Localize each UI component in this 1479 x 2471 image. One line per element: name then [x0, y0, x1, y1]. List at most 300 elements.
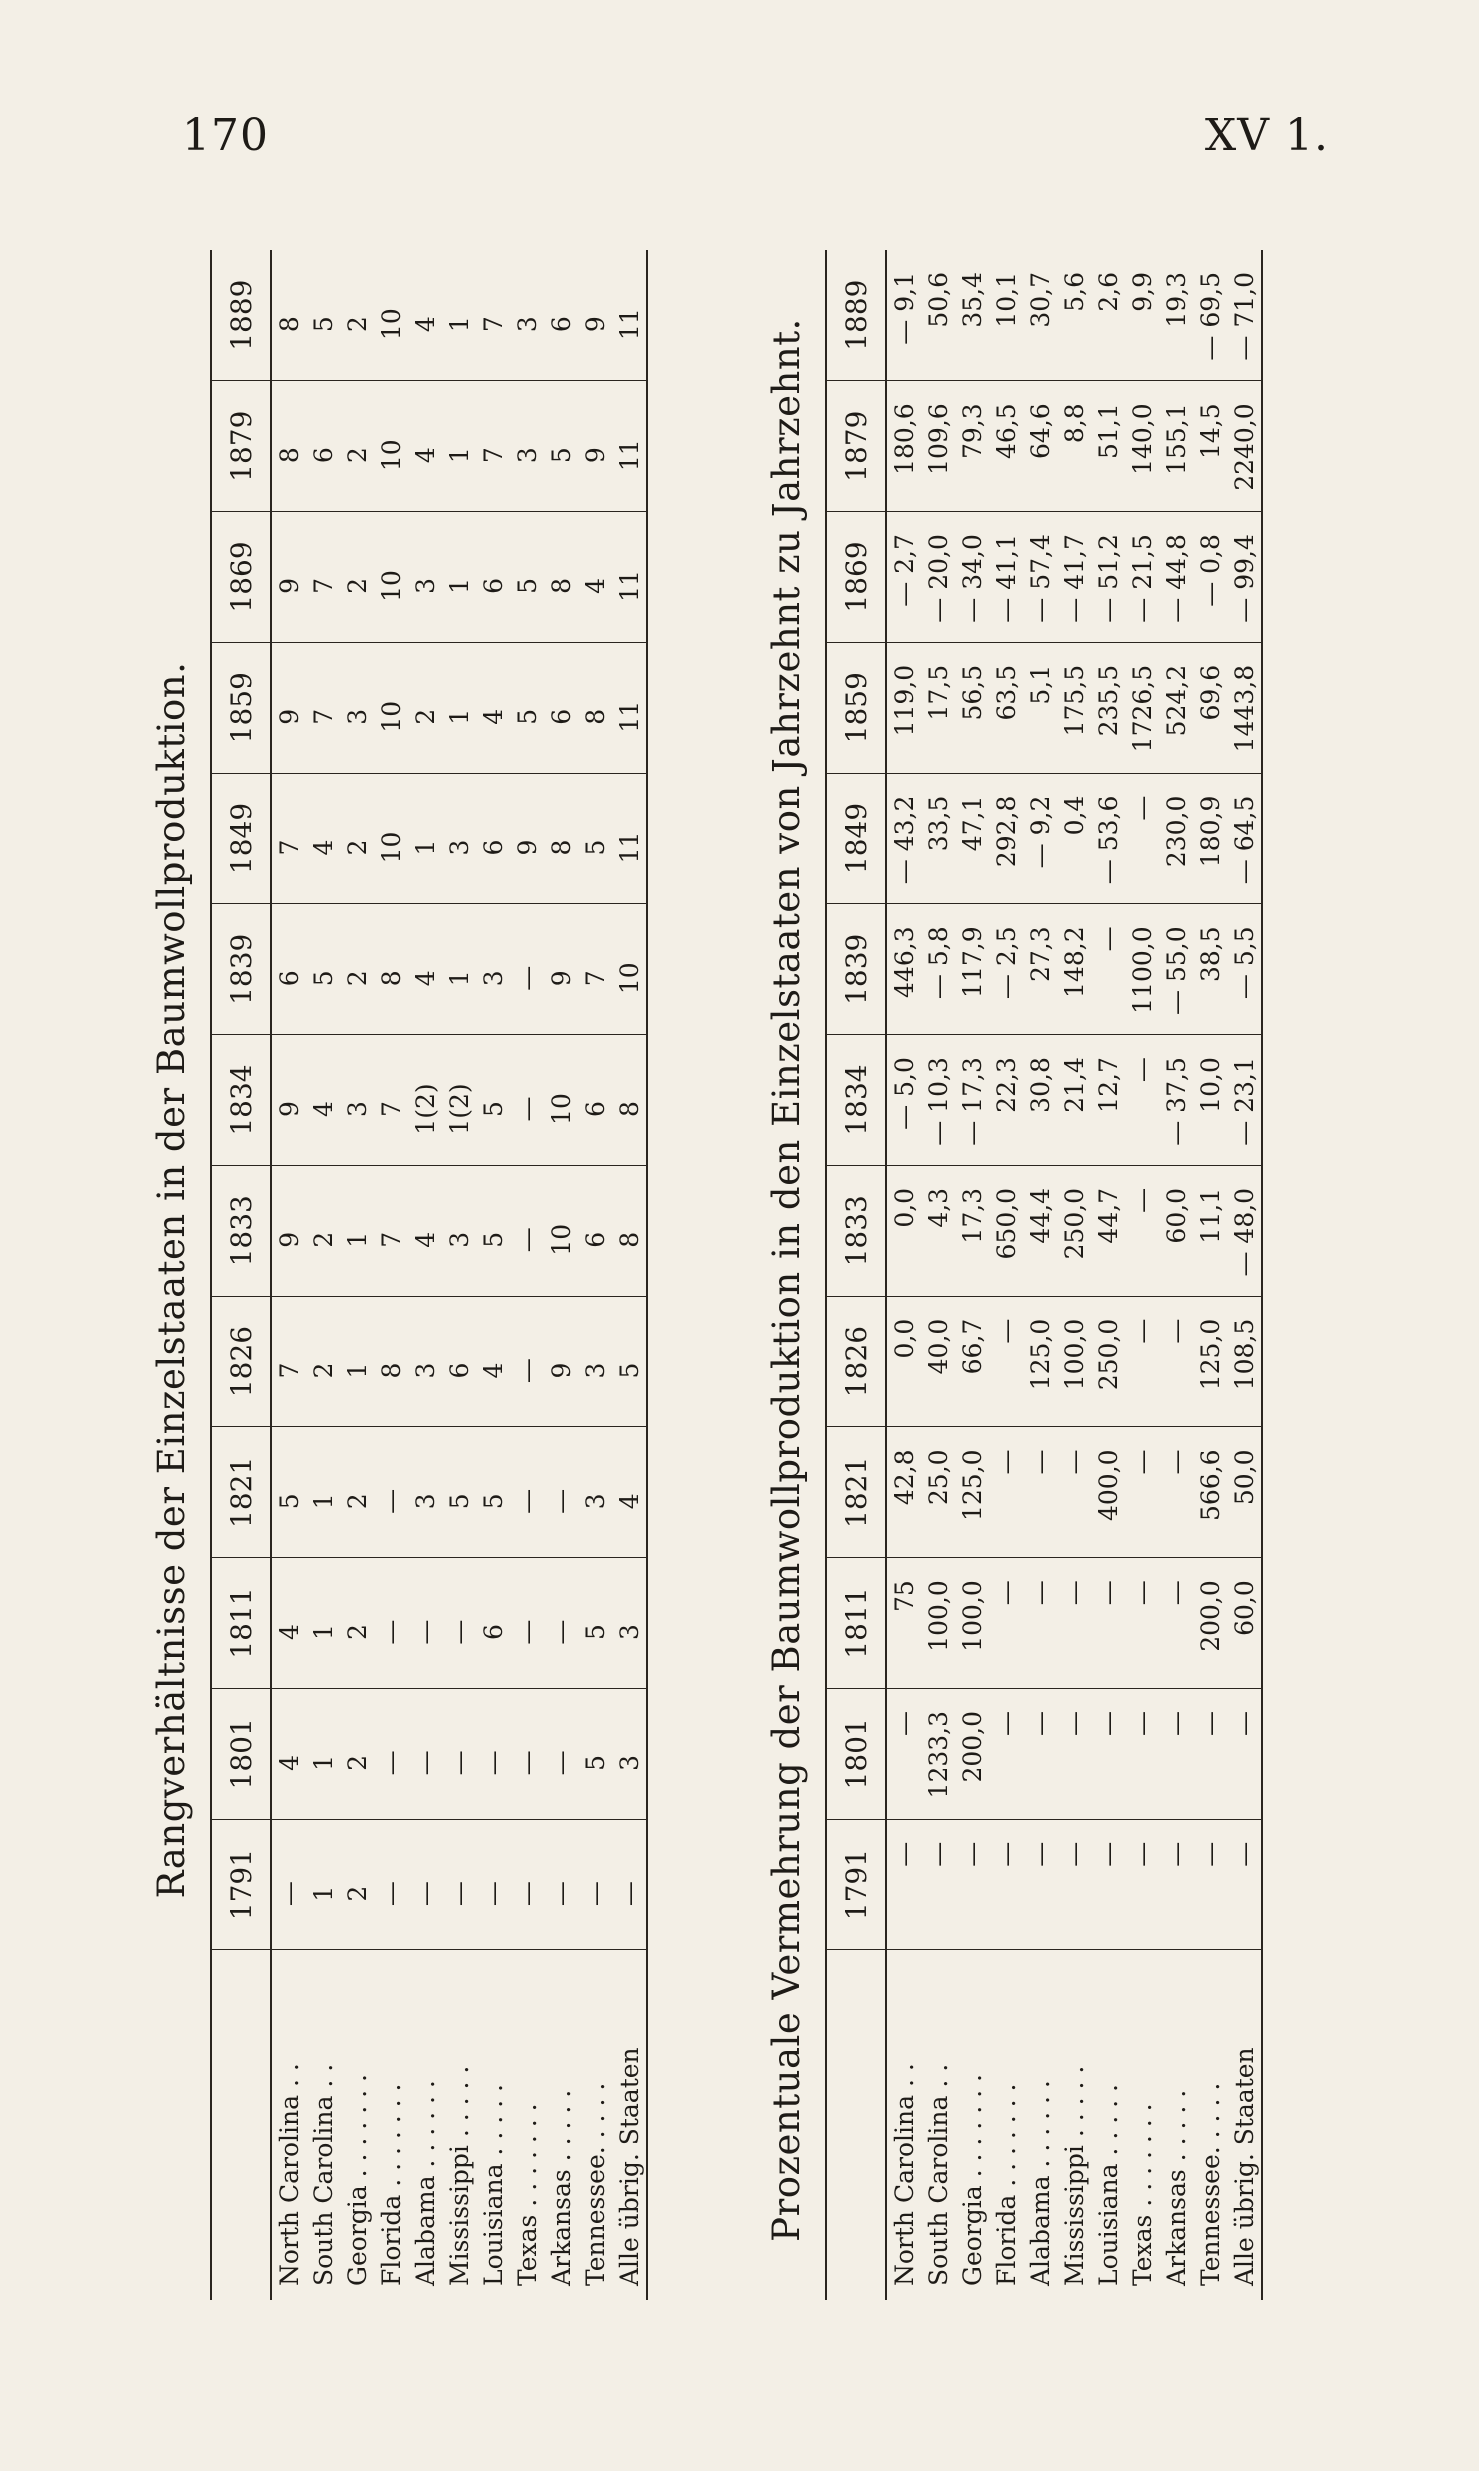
- table-row: [340, 250, 374, 2300]
- table-cell: 1: [306, 1427, 340, 1558]
- table-cell: —: [408, 1558, 442, 1689]
- table-cell: 7: [271, 773, 306, 904]
- table-cell: 5: [578, 1688, 612, 1819]
- header-state-cell: [211, 1950, 271, 2300]
- table-cell: —: [1125, 1296, 1159, 1427]
- table-cell: 9: [544, 1296, 578, 1427]
- table-row: [1159, 250, 1193, 2300]
- table-cell: 9: [510, 773, 544, 904]
- state-name: Arkansas . . . . .: [546, 2089, 576, 2286]
- growth-table: [825, 250, 1263, 2300]
- year-header: 1826: [211, 1296, 271, 1427]
- table-row: [1227, 250, 1262, 2300]
- table-cell: 11: [612, 381, 647, 512]
- table-cell: —: [1159, 1296, 1193, 1427]
- table-cell: —: [989, 1688, 1023, 1819]
- table-cell: — 43,2: [886, 773, 921, 904]
- table-cell: —: [1193, 1819, 1227, 1950]
- table-cell: 69,6: [1193, 642, 1227, 773]
- year-header: 1834: [211, 1035, 271, 1166]
- table-cell: — 10,3: [921, 1035, 955, 1166]
- table-cell: 117,9: [955, 904, 989, 1035]
- table-cell: 10,0: [1193, 1035, 1227, 1166]
- table-cell: 10,1: [989, 250, 1023, 381]
- table-cell: —: [408, 1819, 442, 1950]
- rank-table: [210, 250, 648, 2300]
- table-cell: 7: [306, 642, 340, 773]
- table-cell: — 9,1: [886, 250, 921, 381]
- table-cell: —: [544, 1819, 578, 1950]
- state-name: Louisiana . . . . .: [478, 2084, 508, 2286]
- table-cell: 2: [340, 904, 374, 1035]
- table-cell: 51,1: [1091, 381, 1125, 512]
- table-cell: 5: [578, 773, 612, 904]
- table-cell: —: [510, 904, 544, 1035]
- table-cell: — 53,6: [1091, 773, 1125, 904]
- table-cell: —: [886, 1688, 921, 1819]
- table-cell: 30,7: [1023, 250, 1057, 381]
- table-cell: 11: [612, 250, 647, 381]
- table-cell: 17,3: [955, 1165, 989, 1296]
- table-cell: 6: [476, 1558, 510, 1689]
- table-cell: —: [1159, 1688, 1193, 1819]
- table-cell: —: [1227, 1819, 1262, 1950]
- table-cell: 524,2: [1159, 642, 1193, 773]
- table-cell: 11: [612, 773, 647, 904]
- table-cell: — 21,5: [1125, 512, 1159, 643]
- state-name: Alabama . . . . . .: [410, 2080, 440, 2286]
- table-cell: 3: [408, 512, 442, 643]
- table-cell: 47,1: [955, 773, 989, 904]
- state-name: Texas . . . . . . .: [512, 2103, 542, 2286]
- table-cell: —: [544, 1427, 578, 1558]
- table-cell: 11,1: [1193, 1165, 1227, 1296]
- table-cell: 8: [271, 381, 306, 512]
- table-cell: 1: [340, 1165, 374, 1296]
- table-cell: 0,4: [1057, 773, 1091, 904]
- table-row: [1091, 250, 1125, 2300]
- table-cell: 8: [271, 250, 306, 381]
- table-cell: 108,5: [1227, 1296, 1262, 1427]
- table-cell: —: [510, 1688, 544, 1819]
- table-cell: 9: [544, 904, 578, 1035]
- table-cell: 33,5: [921, 773, 955, 904]
- table-cell: 5: [306, 250, 340, 381]
- state-name: Tennessee. . . . .: [580, 2082, 610, 2286]
- table-cell: 8: [374, 1296, 408, 1427]
- table-cell: 7: [578, 904, 612, 1035]
- table-cell: 1: [442, 642, 476, 773]
- table-cell: 7: [374, 1035, 408, 1166]
- table-cell: 7: [476, 250, 510, 381]
- table-cell: 230,0: [1159, 773, 1193, 904]
- table-cell: 3: [340, 1035, 374, 1166]
- table-cell: 2: [340, 773, 374, 904]
- table-cell: 30,8: [1023, 1035, 1057, 1166]
- table-cell: —: [442, 1819, 476, 1950]
- table-cell: 5: [544, 381, 578, 512]
- table-cell: 100,0: [921, 1558, 955, 1689]
- table-cell: —: [612, 1819, 647, 1950]
- table-cell: 9: [578, 250, 612, 381]
- table-cell: 125,0: [1193, 1296, 1227, 1427]
- year-header: 1859: [826, 642, 886, 773]
- year-header: 1791: [826, 1819, 886, 1950]
- table-cell: — 5,8: [921, 904, 955, 1035]
- table-cell: 6: [544, 642, 578, 773]
- year-header: 1889: [211, 250, 271, 381]
- table-cell: 446,3: [886, 904, 921, 1035]
- table-cell: 566,6: [1193, 1427, 1227, 1558]
- table-cell: 3: [476, 904, 510, 1035]
- table-cell: —: [1125, 1165, 1159, 1296]
- state-name: South Carolina . .: [308, 2063, 338, 2286]
- year-header: 1791: [211, 1819, 271, 1950]
- table-cell: —: [1125, 1035, 1159, 1166]
- table-cell: 5: [306, 904, 340, 1035]
- table-cell: —: [442, 1558, 476, 1689]
- table-cell: 35,4: [955, 250, 989, 381]
- table-cell: — 99,4: [1227, 512, 1262, 643]
- table-cell: 79,3: [955, 381, 989, 512]
- table-cell: 6: [578, 1165, 612, 1296]
- state-name: Tennessee. . . . .: [1195, 2082, 1225, 2286]
- table-cell: 2: [408, 642, 442, 773]
- table-cell: 5: [612, 1296, 647, 1427]
- state-name: Mississippi . . . . .: [1059, 2065, 1089, 2286]
- table-cell: —: [989, 1819, 1023, 1950]
- table-cell: 4: [476, 1296, 510, 1427]
- table-cell: 100,0: [955, 1558, 989, 1689]
- table-cell: —: [510, 1427, 544, 1558]
- table-cell: 200,0: [1193, 1558, 1227, 1689]
- table-cell: 9: [578, 381, 612, 512]
- table-cell: — 17,3: [955, 1035, 989, 1166]
- table-cell: —: [1091, 1819, 1125, 1950]
- year-header: 1849: [826, 773, 886, 904]
- year-header: 1879: [211, 381, 271, 512]
- rotated-tables: [140, 200, 1350, 2360]
- table-cell: — 55,0: [1159, 904, 1193, 1035]
- section-label: XV 1.: [1204, 110, 1329, 161]
- table-cell: 3: [442, 773, 476, 904]
- table-cell: —: [1125, 1819, 1159, 1950]
- table-cell: 3: [510, 381, 544, 512]
- table-row: [544, 250, 578, 2300]
- table-cell: 10: [374, 642, 408, 773]
- table-cell: 0,0: [886, 1165, 921, 1296]
- table-row: [408, 250, 442, 2300]
- table-cell: 1100,0: [1125, 904, 1159, 1035]
- year-header: 1834: [826, 1035, 886, 1166]
- table-row: [271, 250, 306, 2300]
- table-cell: 75: [886, 1558, 921, 1689]
- table-cell: 4: [408, 381, 442, 512]
- table-cell: 1: [306, 1688, 340, 1819]
- table-cell: 12,7: [1091, 1035, 1125, 1166]
- table-cell: 125,0: [1023, 1296, 1057, 1427]
- table-cell: — 48,0: [1227, 1165, 1262, 1296]
- table-cell: — 23,1: [1227, 1035, 1262, 1166]
- table-cell: 8: [544, 512, 578, 643]
- table-cell: 5: [476, 1165, 510, 1296]
- table-cell: 180,6: [886, 381, 921, 512]
- table-cell: —: [271, 1819, 306, 1950]
- year-header: 1801: [211, 1688, 271, 1819]
- table-cell: 4: [408, 1165, 442, 1296]
- table-cell: —: [442, 1688, 476, 1819]
- table-cell: 155,1: [1159, 381, 1193, 512]
- table-cell: 9,9: [1125, 250, 1159, 381]
- table-cell: 5: [476, 1035, 510, 1166]
- table-cell: —: [510, 1819, 544, 1950]
- table-cell: 4: [271, 1558, 306, 1689]
- table-cell: 3: [612, 1688, 647, 1819]
- table-cell: 4,3: [921, 1165, 955, 1296]
- table-cell: 1: [442, 512, 476, 643]
- table-row: [955, 250, 989, 2300]
- table-row: [1193, 250, 1227, 2300]
- table-cell: —: [989, 1296, 1023, 1427]
- table-cell: —: [544, 1688, 578, 1819]
- table-cell: 60,0: [1227, 1558, 1262, 1689]
- table-cell: 4: [476, 642, 510, 773]
- table-cell: —: [1227, 1688, 1262, 1819]
- table-cell: 119,0: [886, 642, 921, 773]
- table-cell: — 57,4: [1023, 512, 1057, 643]
- table-header-row: [826, 250, 886, 2300]
- table-cell: —: [1057, 1558, 1091, 1689]
- state-name: Alabama . . . . . .: [1025, 2080, 1055, 2286]
- year-header: 1821: [211, 1427, 271, 1558]
- state-name: Georgia . . . . . . .: [957, 2074, 987, 2286]
- table-cell: 7: [374, 1165, 408, 1296]
- table-cell: 7: [306, 512, 340, 643]
- table-cell: 11: [612, 642, 647, 773]
- table-cell: 22,3: [989, 1035, 1023, 1166]
- table-cell: 140,0: [1125, 381, 1159, 512]
- table-header-row: [211, 250, 271, 2300]
- table-cell: —: [374, 1558, 408, 1689]
- table-cell: 4: [408, 904, 442, 1035]
- year-header: 1839: [826, 904, 886, 1035]
- table-cell: 6: [442, 1296, 476, 1427]
- table-cell: 3: [510, 250, 544, 381]
- state-name: Alle übrig. Staaten: [612, 1950, 647, 2300]
- table-cell: 3: [612, 1558, 647, 1689]
- table-row: [1057, 250, 1091, 2300]
- table-cell: 3: [340, 642, 374, 773]
- table-cell: —: [1091, 1558, 1125, 1689]
- table-cell: — 71,0: [1227, 250, 1262, 381]
- table-cell: —: [1125, 1688, 1159, 1819]
- state-name: Arkansas . . . . .: [1161, 2089, 1191, 2286]
- table-cell: 200,0: [955, 1688, 989, 1819]
- table-cell: —: [1023, 1427, 1057, 1558]
- table-cell: 292,8: [989, 773, 1023, 904]
- table-cell: 5: [510, 512, 544, 643]
- table-cell: 64,6: [1023, 381, 1057, 512]
- table-cell: 250,0: [1057, 1165, 1091, 1296]
- table-cell: 56,5: [955, 642, 989, 773]
- table-cell: 1: [306, 1558, 340, 1689]
- table-cell: 10: [374, 512, 408, 643]
- state-name: Georgia . . . . . . .: [342, 2074, 372, 2286]
- table-cell: 5,1: [1023, 642, 1057, 773]
- table-cell: — 0,8: [1193, 512, 1227, 643]
- table2-title: Prozentuale Vermehrung der Baumwollproduktion in den Einzelstaaten von Jahrzehnt zu Jahrzehnt.: [765, 318, 808, 2242]
- table-cell: 2: [340, 1819, 374, 1950]
- table-cell: 9: [271, 1035, 306, 1166]
- table-cell: 5: [442, 1427, 476, 1558]
- year-header: 1833: [211, 1165, 271, 1296]
- table-cell: 235,5: [1091, 642, 1125, 773]
- table-cell: 2,6: [1091, 250, 1125, 381]
- table-cell: 6: [544, 250, 578, 381]
- table-cell: —: [1023, 1688, 1057, 1819]
- table-cell: 250,0: [1091, 1296, 1125, 1427]
- state-name: Texas . . . . . . .: [1127, 2103, 1157, 2286]
- table-cell: — 37,5: [1159, 1035, 1193, 1166]
- table-cell: —: [476, 1819, 510, 1950]
- table-cell: —: [510, 1035, 544, 1166]
- year-header: 1811: [211, 1558, 271, 1689]
- table-cell: 40,0: [921, 1296, 955, 1427]
- table-cell: 8: [578, 642, 612, 773]
- table-cell: 2: [340, 381, 374, 512]
- table-row: [510, 250, 544, 2300]
- table-row: [476, 250, 510, 2300]
- table-row: [374, 250, 408, 2300]
- table-cell: 1443,8: [1227, 642, 1262, 773]
- table-cell: 1(2): [442, 1035, 476, 1166]
- table-cell: — 44,8: [1159, 512, 1193, 643]
- table-cell: 2: [340, 512, 374, 643]
- table-cell: 17,5: [921, 642, 955, 773]
- state-name: North Carolina . .: [889, 2063, 919, 2286]
- table-cell: 5: [578, 1558, 612, 1689]
- table-cell: — 5,0: [886, 1035, 921, 1166]
- table-cell: 19,3: [1159, 250, 1193, 381]
- table-cell: 50,0: [1227, 1427, 1262, 1558]
- table-cell: —: [510, 1558, 544, 1689]
- table-cell: — 34,0: [955, 512, 989, 643]
- table-cell: 4: [271, 1688, 306, 1819]
- table-cell: 4: [612, 1427, 647, 1558]
- table-cell: 10: [374, 250, 408, 381]
- table-cell: —: [1125, 1558, 1159, 1689]
- table-cell: — 64,5: [1227, 773, 1262, 904]
- table-cell: — 51,2: [1091, 512, 1125, 643]
- table-cell: 8: [612, 1035, 647, 1166]
- table-cell: 9: [271, 512, 306, 643]
- table-cell: —: [1091, 904, 1125, 1035]
- table-cell: 8: [612, 1165, 647, 1296]
- table-cell: 650,0: [989, 1165, 1023, 1296]
- table-cell: 8: [374, 904, 408, 1035]
- state-name: North Carolina . .: [274, 2063, 304, 2286]
- table-cell: 2: [340, 1688, 374, 1819]
- table-cell: — 5,5: [1227, 904, 1262, 1035]
- table-cell: 1: [442, 904, 476, 1035]
- table-cell: —: [1057, 1819, 1091, 1950]
- state-name: Florida . . . . . . .: [991, 2083, 1021, 2286]
- table-cell: —: [476, 1688, 510, 1819]
- table-cell: 6: [578, 1035, 612, 1166]
- table-cell: 10: [612, 904, 647, 1035]
- table-cell: —: [1023, 1819, 1057, 1950]
- table-cell: 2: [340, 1558, 374, 1689]
- table-cell: — 2,7: [886, 512, 921, 643]
- table-cell: —: [1057, 1688, 1091, 1819]
- table-row: [306, 250, 340, 2300]
- table-cell: —: [1125, 1427, 1159, 1558]
- table-cell: —: [374, 1688, 408, 1819]
- table-cell: 44,7: [1091, 1165, 1125, 1296]
- table-cell: 1: [408, 773, 442, 904]
- year-header: 1826: [826, 1296, 886, 1427]
- table-row: [886, 250, 921, 2300]
- table-cell: 25,0: [921, 1427, 955, 1558]
- table-cell: 46,5: [989, 381, 1023, 512]
- table-cell: 44,4: [1023, 1165, 1057, 1296]
- table-cell: 175,5: [1057, 642, 1091, 773]
- table-cell: 400,0: [1091, 1427, 1125, 1558]
- table-cell: 42,8: [886, 1427, 921, 1558]
- table-cell: 8: [544, 773, 578, 904]
- table-cell: —: [1159, 1427, 1193, 1558]
- table-cell: 1: [340, 1296, 374, 1427]
- table-cell: 1(2): [408, 1035, 442, 1166]
- table-cell: 9: [271, 1165, 306, 1296]
- table-cell: — 41,1: [989, 512, 1023, 643]
- table-cell: 4: [306, 1035, 340, 1166]
- table-cell: 27,3: [1023, 904, 1057, 1035]
- table-cell: 3: [408, 1296, 442, 1427]
- table-cell: 2: [340, 1427, 374, 1558]
- table-cell: —: [1193, 1688, 1227, 1819]
- state-name: Alle übrig. Staaten: [1227, 1950, 1262, 2300]
- table-cell: 50,6: [921, 250, 955, 381]
- table-cell: 4: [306, 773, 340, 904]
- table-cell: 21,4: [1057, 1035, 1091, 1166]
- table-cell: 3: [578, 1296, 612, 1427]
- state-name: Louisiana . . . . .: [1093, 2084, 1123, 2286]
- table-cell: 6: [476, 512, 510, 643]
- table-cell: 7: [271, 1296, 306, 1427]
- table-cell: —: [921, 1819, 955, 1950]
- table-cell: 125,0: [955, 1427, 989, 1558]
- table-cell: —: [989, 1427, 1023, 1558]
- year-header: 1869: [211, 512, 271, 643]
- year-header: 1879: [826, 381, 886, 512]
- table-row: [578, 250, 612, 2300]
- table-cell: —: [544, 1558, 578, 1689]
- table-cell: —: [1091, 1688, 1125, 1819]
- year-header: 1889: [826, 250, 886, 381]
- table-cell: 5: [476, 1427, 510, 1558]
- table-cell: —: [374, 1427, 408, 1558]
- table-cell: —: [1125, 773, 1159, 904]
- table-cell: —: [1159, 1819, 1193, 1950]
- table-cell: 3: [578, 1427, 612, 1558]
- table-cell: 1: [442, 381, 476, 512]
- year-header: 1811: [826, 1558, 886, 1689]
- table-row: [989, 250, 1023, 2300]
- table-cell: 7: [476, 381, 510, 512]
- table-cell: 11: [612, 512, 647, 643]
- table-cell: 2240,0: [1227, 381, 1262, 512]
